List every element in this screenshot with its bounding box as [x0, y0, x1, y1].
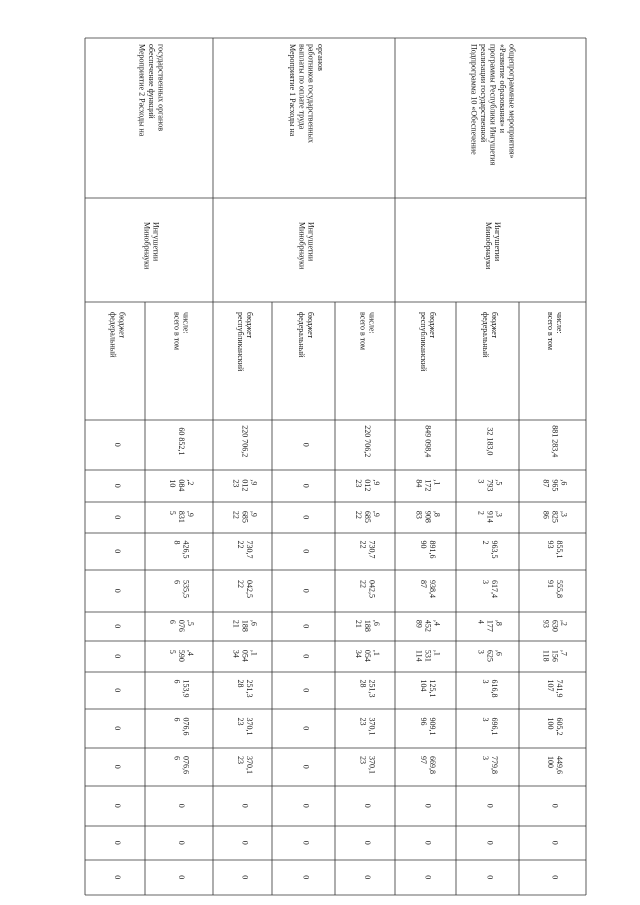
value-cell-2-1-4: 0 [113, 588, 122, 593]
value-cell-1-1-8: 0 [301, 726, 311, 731]
value-cell-0-0-2: 86825,3 [541, 510, 569, 523]
value-cell-0-1-1: 3793,5 [476, 479, 504, 492]
value-cell-2-0-12: 0 [177, 875, 186, 880]
value-cell-1-2-4: 22042,5 [236, 580, 254, 598]
value-cell-1-0-10: 0 [363, 803, 372, 808]
value-cell-1-0-5: 21188,6 [354, 619, 381, 632]
value-cell-1-1-5: 0 [301, 624, 311, 629]
value-cell-1-2-0: 220 706,2 [240, 425, 250, 458]
value-cell-0-2-7: 104125,1 [419, 679, 437, 698]
value-cell-0-0-10: 0 [550, 803, 560, 808]
value-cell-1-0-4: 22042,5 [358, 580, 377, 598]
row-label-2: Мероприятие 2 Расходы наобеспечение функцийгосударственных органов [137, 44, 166, 137]
value-cell-2-1-6: 0 [113, 654, 122, 659]
value-cell-1-2-8: 23370,1 [236, 717, 254, 736]
row-executor-2: МинобрнаукиИнгушетии [142, 222, 161, 270]
value-cell-0-2-5: 89452,4 [414, 619, 442, 632]
value-cell-2-1-9: 0 [113, 764, 122, 769]
value-cell-0-0-6: 118156,7 [541, 649, 569, 662]
value-cell-2-0-10: 0 [177, 803, 186, 808]
source-label-1-0: всего в томчисле: [358, 312, 377, 351]
value-cell-0-0-12: 0 [550, 875, 560, 880]
value-cell-0-0-7: 107741,9 [546, 679, 564, 698]
value-cell-2-1-1: 0 [113, 483, 122, 488]
value-cell-0-2-12: 0 [423, 875, 433, 880]
value-cell-1-1-11: 0 [301, 840, 311, 845]
value-cell-0-2-2: 83908,8 [414, 510, 442, 523]
value-cell-0-1-10: 0 [485, 803, 495, 808]
value-cell-1-2-1: 23012,9 [231, 479, 259, 492]
value-cell-1-1-12: 0 [301, 875, 311, 880]
value-cell-2-1-5: 0 [113, 624, 122, 629]
value-cell-1-2-6: 34054,1 [231, 649, 259, 662]
value-cell-0-0-8: 100605,2 [546, 717, 564, 736]
value-cell-1-2-11: 0 [240, 840, 250, 845]
value-cell-1-1-2: 0 [301, 515, 311, 520]
value-cell-0-1-9: 3779,8 [481, 756, 499, 774]
value-cell-1-0-6: 34054,1 [354, 649, 381, 662]
value-cell-2-0-1: 10084,2 [168, 479, 195, 492]
value-cell-0-1-0: 32 183,0 [485, 427, 495, 456]
value-cell-1-1-3: 0 [301, 549, 311, 554]
value-cell-0-1-6: 3625,6 [476, 649, 504, 662]
value-cell-0-2-11: 0 [423, 840, 433, 845]
value-cell-1-1-9: 0 [301, 764, 311, 769]
source-label-1-1: федеральныйбюджет [296, 312, 316, 358]
value-cell-0-1-5: 4177,8 [476, 619, 504, 632]
value-cell-2-0-5: 6076,5 [168, 619, 195, 632]
value-cell-1-0-1: 23012,9 [354, 479, 381, 492]
value-cell-2-1-3: 0 [113, 549, 122, 554]
value-cell-0-0-1: 87965,6 [541, 479, 569, 492]
value-cell-1-1-7: 0 [301, 688, 311, 693]
value-cell-1-1-4: 0 [301, 588, 311, 593]
value-cell-2-1-0: 0 [113, 442, 122, 447]
value-cell-1-1-0: 0 [301, 442, 311, 447]
value-cell-2-1-2: 0 [113, 515, 122, 520]
source-label-2-0: всего в томчисле: [172, 312, 191, 351]
value-cell-0-1-3: 2963,5 [481, 540, 499, 559]
value-cell-0-1-2: 2914,3 [476, 510, 504, 523]
value-cell-1-0-7: 28251,3 [358, 679, 377, 698]
value-cell-1-1-6: 0 [301, 654, 311, 659]
value-cell-1-2-10: 0 [240, 803, 250, 808]
value-cell-1-2-2: 22685,9 [231, 510, 259, 523]
row-label-1: Мероприятие 1 Расходы навыплаты по оплате трудаработников государственныхорганов [287, 44, 326, 143]
source-label-0-1: федеральныйбюджет [480, 312, 500, 358]
value-cell-1-2-5: 21188,6 [231, 619, 259, 632]
value-cell-1-0-11: 0 [363, 840, 372, 845]
source-label-1-2: республиканскийбюджет [235, 312, 255, 372]
value-cell-1-2-9: 23370,1 [236, 756, 254, 774]
value-cell-2-0-4: 6535,5 [172, 580, 191, 598]
value-cell-2-0-2: 5831,9 [168, 510, 195, 523]
value-cell-1-0-9: 23370,1 [358, 756, 377, 774]
value-cell-1-1-10: 0 [301, 803, 311, 808]
value-cell-0-1-7: 3616,8 [481, 679, 499, 698]
value-cell-1-1-1: 0 [301, 483, 311, 488]
value-cell-0-0-4: 91555,8 [546, 580, 564, 598]
source-label-0-2: республиканскийбюджет [418, 312, 438, 372]
value-cell-0-2-9: 97669,8 [419, 756, 437, 774]
row-executor-0: МинобрнаукиИнгушетии [483, 222, 503, 270]
source-label-0-0: всего в томчисле: [545, 312, 565, 351]
value-cell-0-1-4: 3617,4 [481, 580, 499, 598]
value-cell-1-0-8: 23370,1 [358, 717, 377, 736]
row-label-0: Подпрограмма 10 «Обеспечениереализации государственнойпрограммы Республики Ингушетия«Развитие образования» иобщепрограммные мероприятия» [469, 44, 517, 166]
value-cell-0-0-0: 881 283,4 [550, 425, 560, 458]
value-cell-0-2-6: 114531,1 [414, 649, 442, 662]
value-cell-0-0-3: 93855,1 [546, 540, 564, 559]
value-cell-2-1-12: 0 [113, 875, 122, 880]
value-cell-1-0-12: 0 [363, 875, 372, 880]
value-cell-2-1-11: 0 [113, 840, 122, 845]
value-cell-2-0-6: 5590,4 [168, 649, 195, 662]
value-cell-1-0-0: 220 706,2 [363, 425, 372, 458]
value-cell-2-0-3: 8426,5 [172, 540, 191, 559]
value-cell-1-2-3: 22730,7 [236, 540, 254, 559]
value-cell-0-1-11: 0 [485, 840, 495, 845]
value-cell-0-1-8: 3696,1 [481, 717, 499, 736]
value-cell-0-0-9: 100449,6 [546, 756, 564, 774]
value-cell-2-1-8: 0 [113, 726, 122, 731]
source-label-2-1: федеральныйбюджет [108, 312, 127, 358]
value-cell-2-0-8: 6076,6 [172, 717, 191, 736]
value-cell-0-2-8: 96909,1 [419, 717, 437, 736]
row-executor-1: МинобрнаукиИнгушетии [297, 222, 316, 270]
value-cell-2-1-7: 0 [113, 688, 122, 693]
value-cell-2-0-9: 6076,6 [172, 756, 191, 774]
value-cell-0-2-3: 90891,6 [419, 540, 437, 559]
value-cell-0-2-10: 0 [423, 803, 433, 808]
value-cell-0-1-12: 0 [485, 875, 495, 880]
value-cell-2-1-10: 0 [113, 803, 122, 808]
value-cell-1-0-3: 22730,7 [358, 540, 377, 559]
value-cell-0-2-1: 84172,1 [414, 479, 442, 492]
value-cell-0-2-0: 849 098,4 [423, 425, 433, 458]
value-cell-2-0-7: 6153,9 [172, 679, 191, 698]
value-cell-1-2-12: 0 [240, 875, 250, 880]
value-cell-1-0-2: 22685,9 [354, 510, 381, 523]
value-cell-2-0-11: 0 [177, 840, 186, 845]
value-cell-0-2-4: 87938,4 [419, 580, 437, 598]
value-cell-0-0-11: 0 [550, 840, 560, 845]
value-cell-1-2-7: 28251,3 [236, 679, 254, 698]
value-cell-0-0-5: 93630,2 [541, 619, 569, 632]
value-cell-2-0-0: 60 852,1 [177, 427, 186, 456]
